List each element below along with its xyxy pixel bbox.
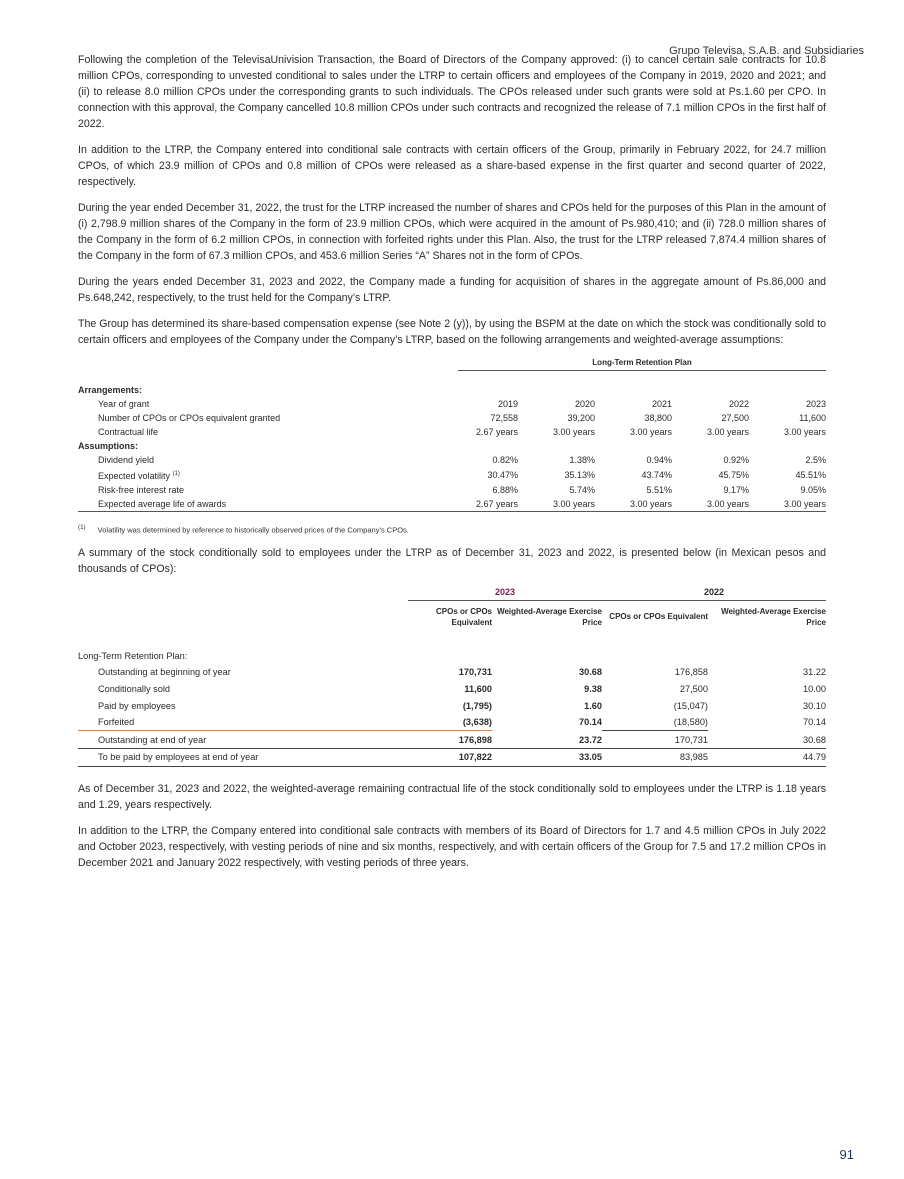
cell: 9.17% bbox=[723, 485, 749, 495]
cell: 27,500 bbox=[721, 413, 749, 423]
table-row bbox=[78, 664, 826, 681]
paragraph-2: In addition to the LTRP, the Company entered into conditional sale contracts with certain officers of the Group, primarily in February 2022, for 24.7 million CPOs, of which 23.9 million of CPOs and 0.8 million of CPOs were released as a share-based expense in the first quarter and second quarter of 2022, respectively. bbox=[78, 144, 826, 188]
table-row bbox=[78, 681, 826, 698]
col-header-price-2022: Weighted-Average Exercise Price bbox=[721, 606, 826, 627]
year-2023-header: 2023 bbox=[408, 587, 602, 601]
cell: 2021 bbox=[651, 399, 672, 409]
cell: 2020 bbox=[574, 399, 595, 409]
cell: 39,200 bbox=[567, 413, 595, 423]
row-label bbox=[78, 467, 441, 483]
cell: 38,800 bbox=[644, 413, 672, 423]
row-label: Forfeited bbox=[98, 717, 135, 728]
row-label: Risk-free interest rate bbox=[98, 485, 185, 495]
row-label: Paid by employees bbox=[98, 700, 176, 711]
cell: 23.72 bbox=[579, 734, 602, 745]
table-row bbox=[78, 731, 826, 749]
cell: 3.00 years bbox=[706, 427, 749, 437]
cell: 170,731 bbox=[458, 667, 492, 678]
row-label: Conditionally sold bbox=[98, 683, 171, 694]
row-label: Outstanding at beginning of year bbox=[98, 667, 231, 678]
cell: 176,858 bbox=[674, 667, 708, 678]
cell: 0.82% bbox=[492, 455, 518, 465]
table-row bbox=[78, 425, 826, 439]
year-2022-header: 2022 bbox=[602, 587, 826, 601]
cell: 30.47% bbox=[487, 470, 518, 480]
cell: 44.79 bbox=[708, 749, 826, 767]
cell: 0.94% bbox=[646, 455, 672, 465]
cell: 0.92% bbox=[723, 455, 749, 465]
cell: 9.38 bbox=[584, 683, 602, 694]
cell: (3,638) bbox=[462, 717, 492, 728]
cell: 33.05 bbox=[492, 749, 602, 767]
table-row bbox=[78, 697, 826, 714]
table-row bbox=[78, 714, 826, 731]
cell: 3.00 years bbox=[783, 427, 826, 437]
section-label: Long-Term Retention Plan: bbox=[78, 650, 188, 661]
cell: 70.14 bbox=[803, 717, 826, 728]
cell: 107,822 bbox=[408, 749, 492, 767]
cell: 10.00 bbox=[803, 683, 826, 694]
table-row bbox=[78, 497, 826, 512]
arrangements-label: Arrangements: bbox=[78, 385, 143, 395]
page-number: 91 bbox=[839, 1147, 854, 1162]
cell: 3.00 years bbox=[595, 497, 672, 512]
cell: 9.05% bbox=[800, 485, 826, 495]
footnote-text: Volatility was determined by reference to historically observed prices of the Company’s CPOs. bbox=[97, 525, 409, 535]
table-row bbox=[78, 453, 826, 467]
cell: 2.67 years bbox=[441, 497, 518, 512]
paragraph-5: The Group has determined its share-based compensation expense (see Note 2 (y)), by using the BSPM at the date on which the stock was conditionally sold to certain officers and employees of the Company under the Company’s LTRP, based on the following arrangements and weighted-average assumptions: bbox=[78, 318, 826, 346]
cell: 1.60 bbox=[584, 700, 602, 711]
page-content bbox=[78, 52, 826, 881]
table-row bbox=[78, 483, 826, 497]
plan-assumptions-table bbox=[78, 383, 826, 512]
footnote-mark: (1) bbox=[78, 524, 86, 531]
cell: 43.74% bbox=[641, 470, 672, 480]
table-row bbox=[78, 411, 826, 425]
page-header-company: Grupo Televisa, S.A.B. and Subsidiaries bbox=[669, 45, 864, 57]
row-label: Expected average life of awards bbox=[78, 497, 441, 512]
cell: 1.38% bbox=[569, 455, 595, 465]
table-row bbox=[78, 467, 826, 483]
cell: 5.51% bbox=[646, 485, 672, 495]
cell: 176,898 bbox=[408, 731, 492, 749]
cell: 45.75% bbox=[718, 470, 749, 480]
paragraph-3: During the year ended December 31, 2022, the trust for the LTRP increased the number of shares and CPOs held for the purposes of this Plan in the amount of (i) 2,798.9 million shares of the Company in the form of 23.9 million CPOs, which were acquired in the amount of Ps.980,410; and (ii) 728.0 million shares of the Company in the form of 6.2 million CPOs, in connection with forfeited rights under this Plan. Also, the trust for the LTRP released 7,874.4 million shares of the Company in the form of 67.3 million CPOs, and 453.6 million Series “A” Shares not in the form of CPOs. bbox=[78, 202, 826, 262]
paragraph-1: Following the completion of the TelevisaUnivision Transaction, the Board of Directors of the Company approved: (i) to cancel certain sale contracts for 10.8 million CPOs, corresponding to unvested conditional to sales under the LTRP to certain officers and employees of the Company in 2019, 2020 and 2021; and (ii) to release 8.0 million CPOs under the corresponding grants to such individuals. The CPOs released under such grants were sold at Ps.1.60 per CPO. In connection with this approval, the Company cancelled 10.8 million CPOs under such contracts and recognized the release of 7.1 million CPOs in the first half of 2022. bbox=[78, 54, 826, 130]
cell: 70.14 bbox=[579, 717, 602, 728]
row-label: Contractual life bbox=[98, 427, 159, 437]
cell: 3.00 years bbox=[672, 497, 749, 512]
row-label: Number of CPOs or CPOs equivalent granted bbox=[98, 413, 281, 423]
cell: 31.22 bbox=[803, 667, 826, 678]
cell: 2023 bbox=[805, 399, 826, 409]
cell: 30.68 bbox=[803, 734, 826, 745]
col-header-price-2023: Weighted-Average Exercise Price bbox=[497, 606, 602, 627]
row-label: To be paid by employees at end of year bbox=[78, 749, 408, 767]
cell: 2019 bbox=[497, 399, 518, 409]
footnote-ref: (1) bbox=[172, 471, 180, 477]
cell: (15,047) bbox=[673, 700, 708, 711]
ltrp-summary-table bbox=[78, 587, 826, 767]
summary-intro: A summary of the stock conditionally sold to employees under the LTRP as of December 31, 2023 and 2022, is presented below (in Mexican pesos and thousands of CPOs): bbox=[78, 546, 826, 575]
plan-table-title: Long-Term Retention Plan bbox=[458, 358, 826, 371]
paragraph-4: During the years ended December 31, 2023 and 2022, the Company made a funding for acquisition of shares in the aggregate amount of Ps.86,000 and Ps.648,242, respectively, to the trust held for the Company’s LTRP. bbox=[78, 276, 826, 304]
cell: 5.74% bbox=[569, 485, 595, 495]
table-row bbox=[78, 749, 826, 767]
row-label-text: Expected volatility bbox=[98, 471, 171, 481]
cell: (1,795) bbox=[462, 700, 492, 711]
cell: 45.51% bbox=[795, 470, 826, 480]
cell: 30.68 bbox=[579, 667, 602, 678]
closing-paragraph-2: In addition to the LTRP, the Company entered into conditional sale contracts with members of its Board of Directors for 1.7 and 4.5 million CPOs in July 2022 and October 2023, respectively, with vesting periods of nine and six months, respectively, and with certain officers of the Group for 7.5 and 17.2 million CPOs in December 2021 and January 2022 respectively, with vesting periods of three years. bbox=[78, 824, 826, 869]
cell: 3.00 years bbox=[552, 427, 595, 437]
cell: 3.00 years bbox=[629, 427, 672, 437]
cell: 2.67 years bbox=[475, 427, 518, 437]
table-row bbox=[78, 397, 826, 411]
cell: (18,580) bbox=[673, 717, 708, 728]
cell: 2022 bbox=[728, 399, 749, 409]
cell: 3.00 years bbox=[749, 497, 826, 512]
cell: 83,985 bbox=[602, 749, 708, 767]
cell: 170,731 bbox=[602, 731, 708, 749]
row-label: Outstanding at end of year bbox=[78, 731, 408, 749]
cell: 2.5% bbox=[805, 455, 826, 465]
row-label: Year of grant bbox=[98, 399, 150, 409]
col-header-cpos-2023: CPOs or CPOs Equivalent bbox=[435, 606, 492, 627]
cell: 3.00 years bbox=[518, 497, 595, 512]
cell: 11,600 bbox=[799, 413, 826, 423]
cell: 72,558 bbox=[490, 413, 518, 423]
cell: 27,500 bbox=[679, 683, 708, 694]
cell: 11,600 bbox=[464, 683, 492, 694]
assumptions-label: Assumptions: bbox=[78, 441, 139, 451]
closing-paragraph-1: As of December 31, 2023 and 2022, the weighted-average remaining contractual life of the stock conditionally sold to employees under the LTRP is 1.18 years and 1.29, years respectively. bbox=[78, 782, 826, 811]
cell: 35.13% bbox=[564, 470, 595, 480]
row-label: Dividend yield bbox=[98, 455, 155, 465]
cell: 6.88% bbox=[492, 485, 518, 495]
footnote bbox=[78, 524, 826, 535]
cell: 30.10 bbox=[803, 700, 826, 711]
col-header-cpos-2022: CPOs or CPOs Equivalent bbox=[609, 612, 708, 621]
